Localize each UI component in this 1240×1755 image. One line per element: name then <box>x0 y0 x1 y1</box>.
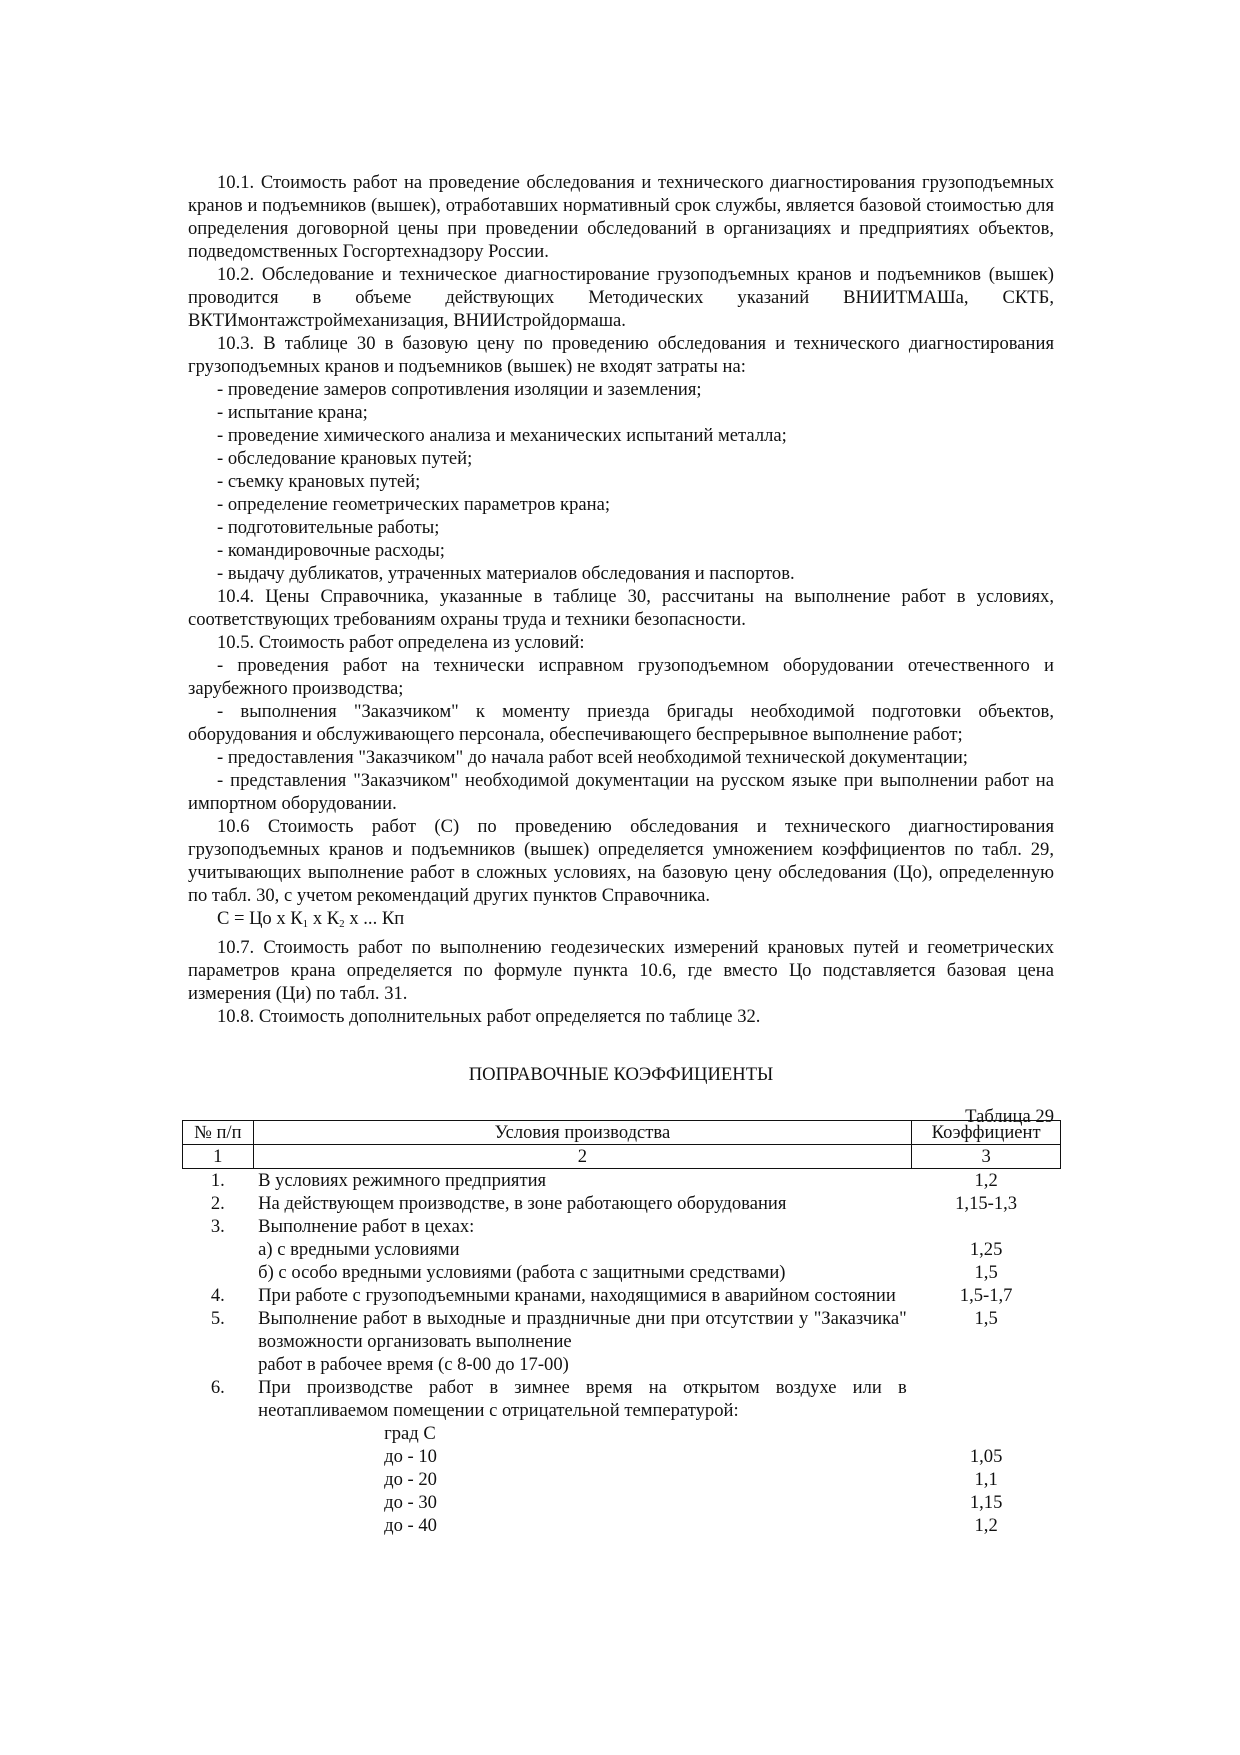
list-item: - обследование крановых путей; <box>217 448 473 469</box>
row-condition <box>253 1491 912 1514</box>
temperature-threshold: до - 20 <box>384 1469 437 1490</box>
table-row <box>183 1284 1061 1307</box>
row-coefficient: 1,2 <box>974 1515 998 1536</box>
row-condition <box>253 1445 912 1468</box>
paragraph-10-8: 10.8. Стоимость дополнительных работ определяется по таблице 32. <box>217 1006 761 1027</box>
row-condition: б) с особо вредными условиями (работа с защитными средствами) <box>258 1262 786 1283</box>
list-item: - командировочные расходы; <box>217 540 445 561</box>
formula-part: х К <box>308 908 340 929</box>
table-row <box>183 1307 1061 1353</box>
row-number <box>183 1353 254 1376</box>
table-row <box>183 1468 1061 1491</box>
table-row <box>183 1192 1061 1215</box>
table-row <box>183 1353 1061 1376</box>
paragraph-10-6: 10.6 Стоимость работ (С) по проведению обследования и технического диагностирования грузоподъемных кранов и подъемников (вышек) определяется умножением коэффициентов по табл. 29, учитывающих выполнение работ в сложных условиях, на базовую цену обследования (Цо), определенную по табл. 30, с учетом рекомендаций других пунктов Справочника. <box>188 816 1054 906</box>
table-column-numbers-row <box>183 1145 1061 1169</box>
row-number <box>183 1514 254 1537</box>
row-coefficient: 1,15-1,3 <box>955 1193 1018 1214</box>
row-condition: работ в рабочее время (с 8-00 до 17-00) <box>258 1354 569 1375</box>
row-coefficient: 1,5-1,7 <box>959 1285 1013 1306</box>
formula <box>188 907 1054 936</box>
row-coefficient: 1,5 <box>974 1262 998 1283</box>
temperature-threshold: до - 40 <box>384 1515 437 1536</box>
table-row <box>183 1261 1061 1284</box>
table-row <box>183 1169 1061 1193</box>
row-number: 5. <box>210 1308 225 1329</box>
row-coefficient <box>912 1353 1061 1376</box>
formula-subscript: 1 <box>302 918 309 930</box>
table-title: ПОПРАВОЧНЫЕ КОЭФФИЦИЕНТЫ <box>468 1064 774 1085</box>
table-row <box>183 1491 1061 1514</box>
table-row <box>183 1238 1061 1261</box>
row-number: 4. <box>210 1285 225 1306</box>
row-number <box>183 1238 254 1261</box>
row-coefficient <box>912 1422 1061 1445</box>
row-number: 1. <box>210 1170 225 1191</box>
row-condition: При производстве работ в зимнее время на открытом воздухе или в неотапливаемом помещении с отрицательной температурой: <box>258 1377 907 1421</box>
row-number <box>183 1261 254 1284</box>
header-cell: № п/п <box>183 1121 254 1145</box>
row-number <box>183 1491 254 1514</box>
table-row <box>183 1445 1061 1468</box>
row-condition: В условиях режимного предприятия <box>258 1170 547 1191</box>
paragraph-10-2: 10.2. Обследование и техническое диагностирование грузоподъемных кранов и подъемников (вышек) проводится в объеме действующих Методических указаний ВНИИТМАШа, СКТБ, ВКТИмонтажстроймеханизация, ВНИИстройдормаша. <box>188 264 1054 331</box>
row-condition: На действующем производстве, в зоне работающего оборудования <box>258 1193 787 1214</box>
condition-item: - предоставления "Заказчиком" до начала работ всей необходимой технической документации; <box>217 747 968 768</box>
row-coefficient: 1,15 <box>969 1492 1003 1513</box>
row-coefficient: 1,05 <box>969 1446 1003 1467</box>
row-condition <box>253 1514 912 1537</box>
paragraph-10-7: 10.7. Стоимость работ по выполнению геодезических измерений крановых путей и геометрических параметров крана определяется по формуле пункта 10.6, где вместо Цо подставляется базовая цена измерения (Ци) по табл. 31. <box>188 937 1054 1004</box>
row-coefficient <box>912 1376 1061 1422</box>
row-number: 3. <box>210 1216 225 1237</box>
row-condition: Выполнение работ в выходные и праздничные дни при отсутствии у "Заказчика" возможности организовать выполнение <box>258 1308 907 1352</box>
table-row <box>183 1422 1061 1445</box>
row-coefficient: 1,2 <box>974 1170 998 1191</box>
paragraph-10-1: 10.1. Стоимость работ на проведение обследования и технического диагностирования грузоподъемных кранов и подъемников (вышек), отработавших нормативный срок службы, является базовой стоимостью для определения договорной цены при проведении обследований в организациях и предприятиях объектов, подведомственных Госгортехнадзору России. <box>188 172 1054 262</box>
row-condition: а) с вредными условиями <box>258 1239 460 1260</box>
list-item: - проведение замеров сопротивления изоляции и заземления; <box>217 379 702 400</box>
column-number-cell: 2 <box>253 1145 912 1169</box>
table-number: Таблица 29 <box>965 1105 1054 1127</box>
row-condition: Выполнение работ в цехах: <box>258 1216 475 1237</box>
temperature-threshold: до - 30 <box>384 1492 437 1513</box>
formula-part: х ... Кп <box>344 908 405 929</box>
row-number: 2. <box>210 1193 225 1214</box>
row-coefficient <box>912 1215 1061 1238</box>
row-coefficient: 1,5 <box>974 1308 998 1329</box>
list-item: - подготовительные работы; <box>217 517 440 538</box>
row-condition: При работе с грузоподъемными кранами, находящимися в аварийном состоянии <box>258 1285 896 1306</box>
condition-item: - проведения работ на технически исправном грузоподъемном оборудовании отечественного и зарубежного производства; <box>188 655 1054 699</box>
column-number-cell: 3 <box>912 1145 1061 1169</box>
row-number <box>183 1422 254 1445</box>
list-item: - испытание крана; <box>217 402 368 423</box>
row-coefficient: 1,25 <box>969 1239 1003 1260</box>
temperature-threshold: до - 10 <box>384 1446 437 1467</box>
list-item: - проведение химического анализа и механических испытаний металла; <box>217 425 787 446</box>
list-item: - определение геометрических параметров крана; <box>217 494 610 515</box>
paragraph-10-5: 10.5. Стоимость работ определена из условий: <box>217 632 585 653</box>
condition-item: - выполнения "Заказчиком" к моменту приезда бригады необходимой подготовки объектов, оборудования и обслуживающего персонала, обеспечивающего беспрерывное выполнение работ; <box>188 701 1054 745</box>
row-number <box>183 1468 254 1491</box>
row-coefficient: 1,1 <box>974 1469 998 1490</box>
list-item: - выдачу дубликатов, утраченных материалов обследования и паспортов. <box>217 563 795 584</box>
header-cell: Коэффициент <box>912 1121 1061 1145</box>
table-row <box>183 1215 1061 1238</box>
table-row <box>183 1514 1061 1537</box>
row-number <box>183 1445 254 1468</box>
row-number: 6. <box>210 1377 225 1398</box>
paragraph-10-4: 10.4. Цены Справочника, указанные в таблице 30, рассчитаны на выполнение работ в условиях, соответствующих требованиям охраны труда и техники безопасности. <box>188 586 1054 630</box>
formula-part: С = Цо х К <box>217 908 303 929</box>
condition-item: - представления "Заказчиком" необходимой документации на русском языке при выполнении работ на импортном оборудовании. <box>188 770 1054 814</box>
paragraph-10-3: 10.3. В таблице 30 в базовую цену по проведению обследования и технического диагностирования грузоподъемных кранов и подъемников (вышек) не входят затраты на: <box>188 333 1054 377</box>
row-condition <box>253 1422 912 1445</box>
row-condition <box>253 1468 912 1491</box>
coefficients-table <box>182 1120 1061 1537</box>
table-header-row <box>183 1121 1061 1145</box>
table-row <box>183 1376 1061 1422</box>
column-number-cell: 1 <box>183 1145 254 1169</box>
formula-subscript: 2 <box>339 918 345 930</box>
document-body <box>188 171 1054 1128</box>
header-cell: Условия производства <box>253 1121 912 1145</box>
list-item: - съемку крановых путей; <box>217 471 421 492</box>
temperature-unit: град С <box>384 1423 436 1444</box>
